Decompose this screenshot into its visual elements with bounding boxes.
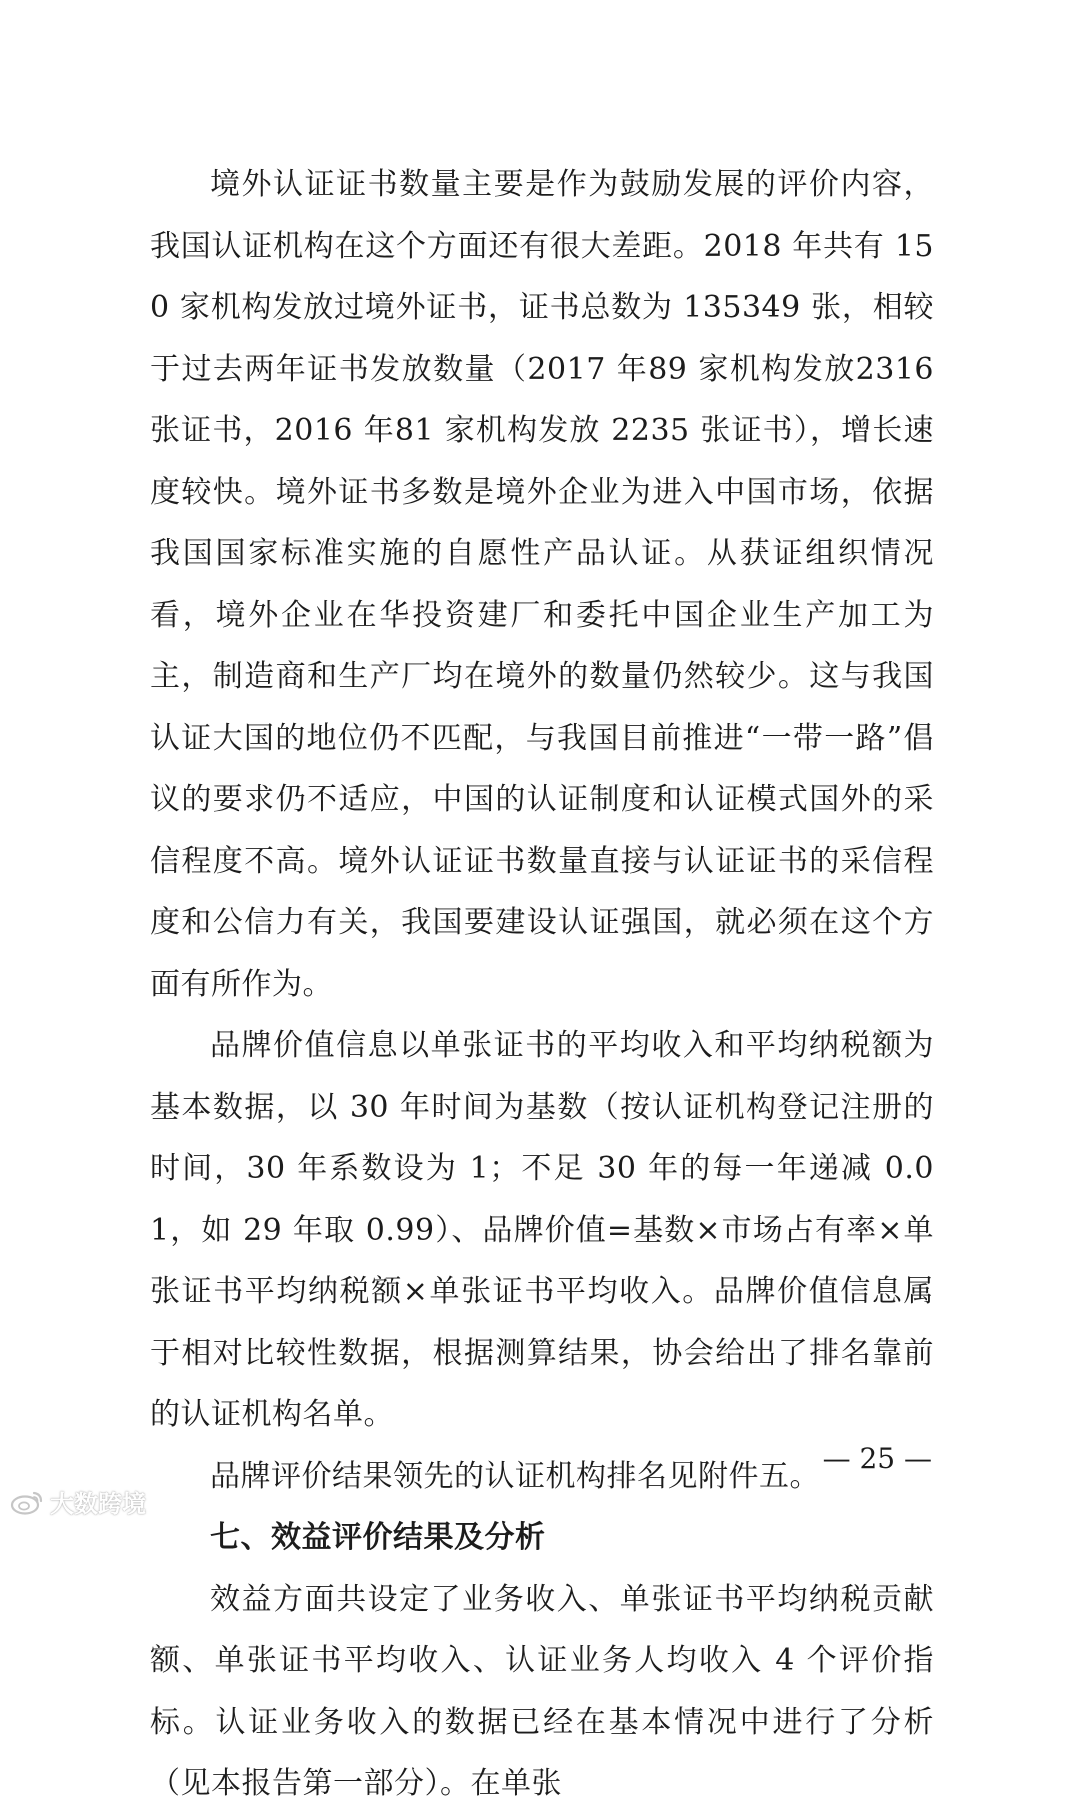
document-body (150, 154, 934, 1815)
section-heading: 七、效益评价结果及分析 (210, 1520, 546, 1555)
paragraph-benefit-evaluation: 效益方面共设定了业务收入、单张证书平均纳税贡献额、单张证书平均收入、认证业务人均收入 4 个评价指标。认证业务收入的数据已经在基本情况中进行了分析（见本报告第一部分）。在单张 (150, 1581, 934, 1801)
paragraph-overseas-certificates: 境外认证证书数量主要是作为鼓励发展的评价内容，我国认证机构在这个方面还有很大差距。2018 年共有 150 家机构发放过境外证书，证书总数为 135349 张，相较于过去两年证书发放数量（2017 年89 家机构发放2316 张证书，2016 年81 家机构发放 2235 张证书），增长速度较快。境外证书多数是境外企业为进入中国市场，依据我国国家标准实施的自愿性产品认证。从获证组织情况看，境外企业在华投资建厂和委托中国企业生产加工为主，制造商和生产厂均在境外的数量仍然较少。这与我国认证大国的地位仍不匹配，与我国目前推进“一带一路”倡议的要求仍不适应，中国的认证制度和认证模式国外的采信程度不高。境外认证证书数量直接与认证证书的采信程度和公信力有关，我国要建设认证强国，就必须在这个方面有所作为。 (150, 167, 934, 1002)
paragraph-brand-value: 品牌价值信息以单张证书的平均收入和平均纳税额为基本数据，以 30 年时间为基数（按认证机构登记注册的时间，30 年系数设为 1；不足 30 年的每一年递减 0.01，如 29 年取 0.99）、品牌价值=基数×市场占有率×单张证书平均纳税额×单张证书平均收入。品牌价值信息属于相对比较性数据，根据测算结果，协会给出了排名靠前的认证机构名单。 (150, 1028, 934, 1432)
weibo-logo-icon (10, 1489, 44, 1515)
watermark (10, 1484, 146, 1519)
paragraph-brand-ranking: 品牌评价结果领先的认证机构排名见附件五。 (210, 1458, 820, 1494)
watermark-text: 大数跨境 (50, 1490, 146, 1518)
page-number: — 25 — (822, 1442, 932, 1475)
